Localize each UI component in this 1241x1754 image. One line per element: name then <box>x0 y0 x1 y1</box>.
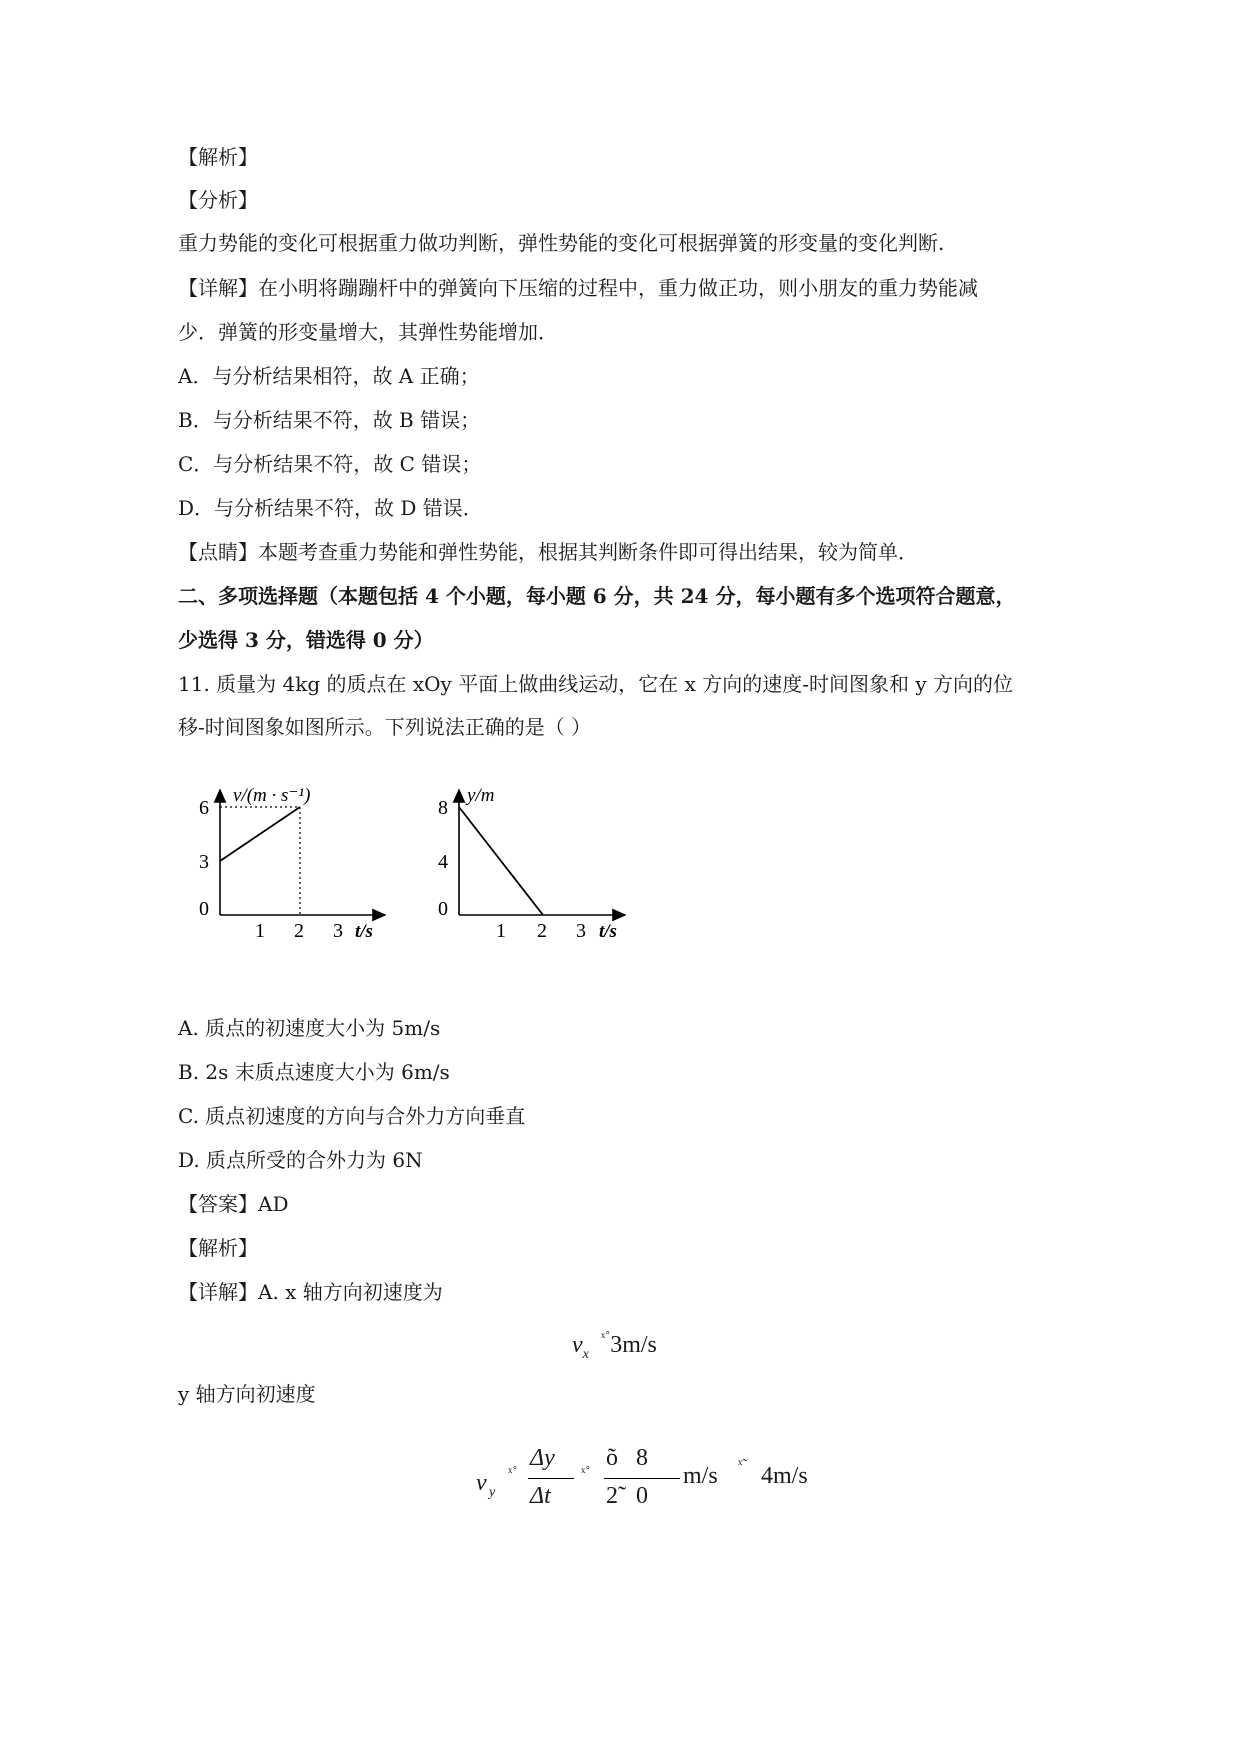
displacement-line <box>459 807 543 915</box>
eq2-denominator-1: Δt <box>530 1483 551 1509</box>
option-b-review: B．与分析结果不符，故 B 错误； <box>178 408 481 432</box>
x-tick-1: 1 <box>496 920 506 942</box>
displacement-time-graph <box>430 785 650 970</box>
x-tick-3: 3 <box>333 920 343 942</box>
x-tick-2: 2 <box>537 920 547 942</box>
detail-a-text: 【详解】A. x 轴方向初速度为 <box>178 1280 443 1304</box>
y-tick-0: 0 <box>199 898 209 920</box>
x-tick-3: 3 <box>576 920 586 942</box>
eq2-variable: v <box>476 1470 487 1496</box>
detail-text-line-1: 【详解】在小明将蹦蹦杆中的弹簧向下压缩的过程中，重力做正功，则小朋友的重力势能减 <box>178 276 978 300</box>
eq2-subscript: y <box>489 1485 496 1500</box>
eq2-denominator-2: 2̃ 0 <box>606 1483 648 1509</box>
section-label-fenxi: 【分析】 <box>178 188 258 212</box>
velocity-time-graph <box>185 785 395 970</box>
eq2-garbled-symbol-3: ˣ̃ <box>738 1457 743 1473</box>
y-tick-4: 4 <box>438 851 448 873</box>
section-heading-line-1: 二、多项选择题（本题包括 4 个小题，每小题 6 分，共 24 分，每小题有多个选项符合题意， <box>178 584 1016 608</box>
x-axis-label: t/s <box>599 921 617 942</box>
eq2-numerator-1: Δy <box>530 1445 555 1471</box>
eq2-result: 4m/s <box>761 1463 808 1489</box>
eq2-unit: m/s <box>683 1463 718 1489</box>
section-heading-line-2: 少选得 3 分，错选得 0 分） <box>178 628 434 652</box>
eq1-subscript: x <box>582 1346 589 1362</box>
y-tick-6: 6 <box>199 797 209 819</box>
eq2-fraction-bar-1 <box>528 1478 574 1479</box>
y-tick-0: 0 <box>438 898 448 920</box>
y-tick-8: 8 <box>438 797 448 819</box>
option-b: B. 2s 末质点速度大小为 6m/s <box>178 1060 450 1084</box>
option-d-review: D．与分析结果不符，故 D 错误． <box>178 496 483 520</box>
option-d: D. 质点所受的合外力为 6N <box>178 1148 423 1172</box>
analysis-text: 重力势能的变化可根据重力做功判断，弹性势能的变化可根据弹簧的形变量的变化判断. <box>178 231 945 255</box>
eq2-garbled-symbol-2: ˣ˚ <box>581 1465 591 1481</box>
equation-vx <box>572 1330 657 1363</box>
answer: 【答案】AD <box>178 1192 289 1216</box>
eq1-value: 3m/s <box>610 1332 657 1358</box>
detail-text-line-2: 少．弹簧的形变量增大，其弹性势能增加． <box>178 320 558 344</box>
section-label-jiexi-2: 【解析】 <box>178 1236 258 1260</box>
y-axis-initial-velocity-text: y 轴方向初速度 <box>178 1382 316 1406</box>
question-11-line-1: 11. 质量为 4kg 的质点在 xOy 平面上做曲线运动，它在 x 方向的速度-时间图象和 y 方向的位 <box>178 672 1013 696</box>
eq2-fraction-bar-2 <box>604 1478 680 1479</box>
x-axis-label: t/s <box>355 921 373 942</box>
velocity-line <box>220 807 300 861</box>
option-a: A. 质点的初速度大小为 5m/s <box>178 1016 441 1040</box>
comment-text: 【点睛】本题考查重力势能和弹性势能，根据其判断条件即可得出结果，较为简单． <box>178 540 918 564</box>
x-tick-1: 1 <box>255 920 265 942</box>
y-axis-label: v/(m · s⁻¹) <box>233 785 311 806</box>
option-c: C. 质点初速度的方向与合外力方向垂直 <box>178 1104 526 1128</box>
option-c-review: C．与分析结果不符，故 C 错误； <box>178 452 482 476</box>
question-11-line-2: 移-时间图象如图所示。下列说法正确的是（ ） <box>178 715 592 739</box>
x-tick-2: 2 <box>294 920 304 942</box>
y-axis-label: y/m <box>467 785 495 806</box>
y-tick-3: 3 <box>199 851 209 873</box>
option-a-review: A．与分析结果相符，故 A 正确； <box>178 364 480 388</box>
eq1-garbled-symbol: ˣ˚ <box>600 1330 611 1346</box>
eq1-variable: v <box>572 1332 583 1358</box>
eq2-numerator-2: õ 8 <box>606 1445 648 1471</box>
section-label-jiexi: 【解析】 <box>178 145 258 169</box>
eq2-garbled-symbol-1: ˣ˚ <box>508 1465 518 1481</box>
